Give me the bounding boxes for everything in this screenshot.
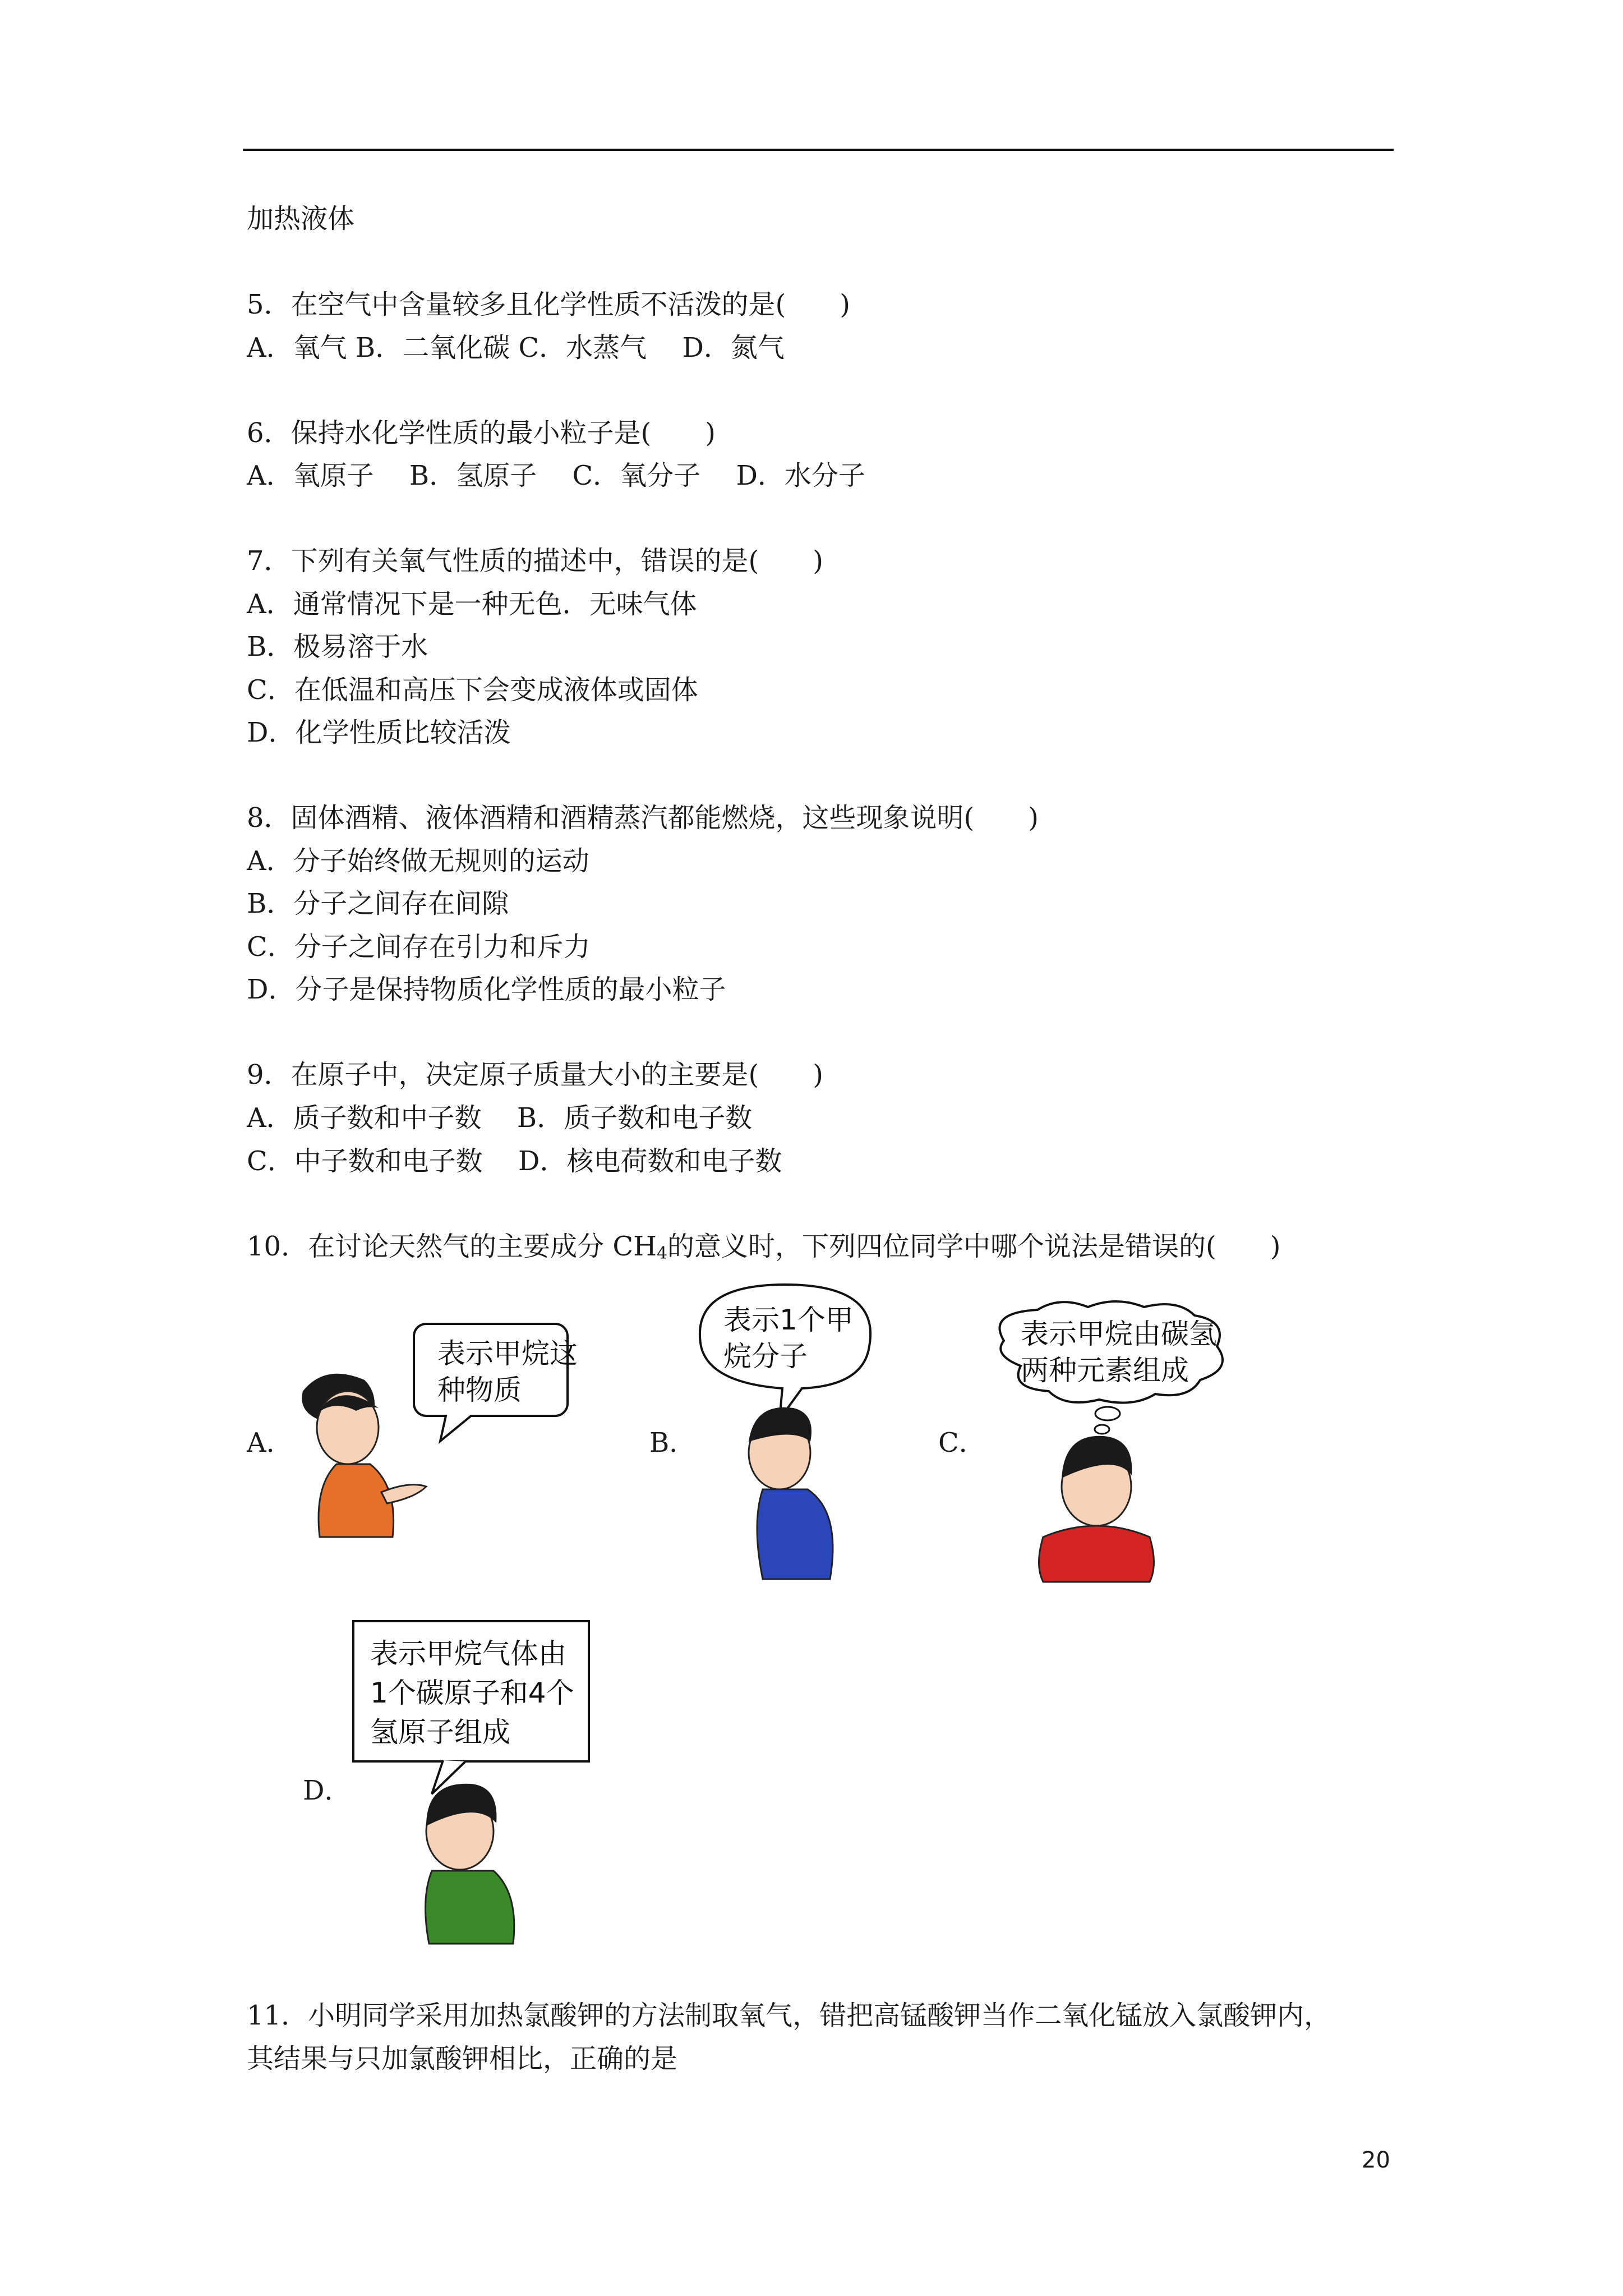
thought-dot-small <box>1095 1425 1109 1434</box>
q10-label-c: C． <box>938 1427 986 1458</box>
q11-line2: 其结果与只加氯酸钾相比，正确的是 <box>247 2043 678 2074</box>
bubble-d-line2: 1个碳原子和4个 <box>370 1677 574 1709</box>
q6-stem: 6．保持水化学性质的最小粒子是( ) <box>247 417 716 449</box>
boy-character-icon <box>749 1407 833 1579</box>
q10-figure-b <box>690 1273 903 1588</box>
bubble-c-line1: 表示甲烷由碳氢 <box>1021 1318 1217 1350</box>
q11-line1: 11．小明同学采用加热氯酸钾的方法制取氧气，错把高锰酸钾当作二氧化锰放入氯酸钾内， <box>247 2000 1331 2031</box>
q8-option-d: D．分子是保持物质化学性质的最小粒子 <box>247 974 726 1005</box>
q10-figure-a <box>286 1307 600 1571</box>
q10-stem-pre: 10．在讨论天然气的主要成分 CH <box>247 1231 657 1262</box>
girl-character-icon <box>302 1374 426 1537</box>
q7-stem: 7．下列有关氧气性质的描述中，错误的是( ) <box>247 545 823 577</box>
q10-label-d: D． <box>303 1775 352 1806</box>
header-rule <box>243 149 1394 151</box>
q7-option-b: B．极易溶于水 <box>247 631 428 662</box>
q9-options-row1: A．质子数和中子数 B．质子数和电子数 <box>247 1102 753 1134</box>
q10-figure-d <box>348 1616 617 1952</box>
q5-stem: 5．在空气中含量较多且化学性质不活泼的是( ) <box>247 289 850 320</box>
q10-stem-subscript: 4 <box>656 1244 668 1263</box>
q8-option-a: A．分子始终做无规则的运动 <box>247 845 589 877</box>
bubble-b-line2: 烷分子 <box>723 1340 808 1373</box>
thought-dot-large <box>1095 1407 1120 1420</box>
bubble-a-line2: 种物质 <box>437 1374 522 1406</box>
q8-option-b: B．分子之间存在间隙 <box>247 888 509 919</box>
bubble-a-line1: 表示甲烷这 <box>437 1337 578 1370</box>
continued-text: 加热液体 <box>247 203 355 234</box>
thinking-boy-character-icon <box>1039 1436 1154 1582</box>
q10-label-b: B． <box>649 1427 697 1458</box>
q7-option-d: D．化学性质比较活泼 <box>247 717 511 748</box>
q8-stem: 8．固体酒精、液体酒精和酒精蒸汽都能燃烧，这些现象说明( ) <box>247 802 1039 834</box>
q6-options: A．氧原子 B．氢原子 C．氧分子 D．水分子 <box>247 460 865 491</box>
bubble-d-line3: 氢原子组成 <box>370 1716 510 1749</box>
q10-figure-c <box>981 1301 1273 1593</box>
q7-option-a: A．通常情况下是一种无色．无味气体 <box>247 588 697 620</box>
q10-label-a: A． <box>247 1427 293 1458</box>
boy-green-shirt-character-icon <box>426 1784 514 1944</box>
q5-options: A．氧气 B．二氧化碳 C．水蒸气 D．氮气 <box>247 332 785 364</box>
q9-stem: 9．在原子中，决定原子质量大小的主要是( ) <box>247 1059 823 1091</box>
q7-option-c: C．在低温和高压下会变成液体或固体 <box>247 674 698 706</box>
q10-stem-post: 的意义时，下列四位同学中哪个说法是错误的( ) <box>667 1231 1281 1262</box>
q9-options-row2: C．中子数和电子数 D．核电荷数和电子数 <box>247 1145 782 1177</box>
bubble-d-line1: 表示甲烷气体由 <box>370 1637 566 1670</box>
q10-stem <box>247 1230 1281 1271</box>
q8-option-c: C．分子之间存在引力和斥力 <box>247 931 591 963</box>
bubble-b-line1: 表示1个甲 <box>723 1304 854 1336</box>
page-number: 20 <box>1362 2147 1390 2173</box>
thought-bubble-c <box>1000 1301 1223 1403</box>
bubble-c-line2: 两种元素组成 <box>1021 1354 1189 1387</box>
